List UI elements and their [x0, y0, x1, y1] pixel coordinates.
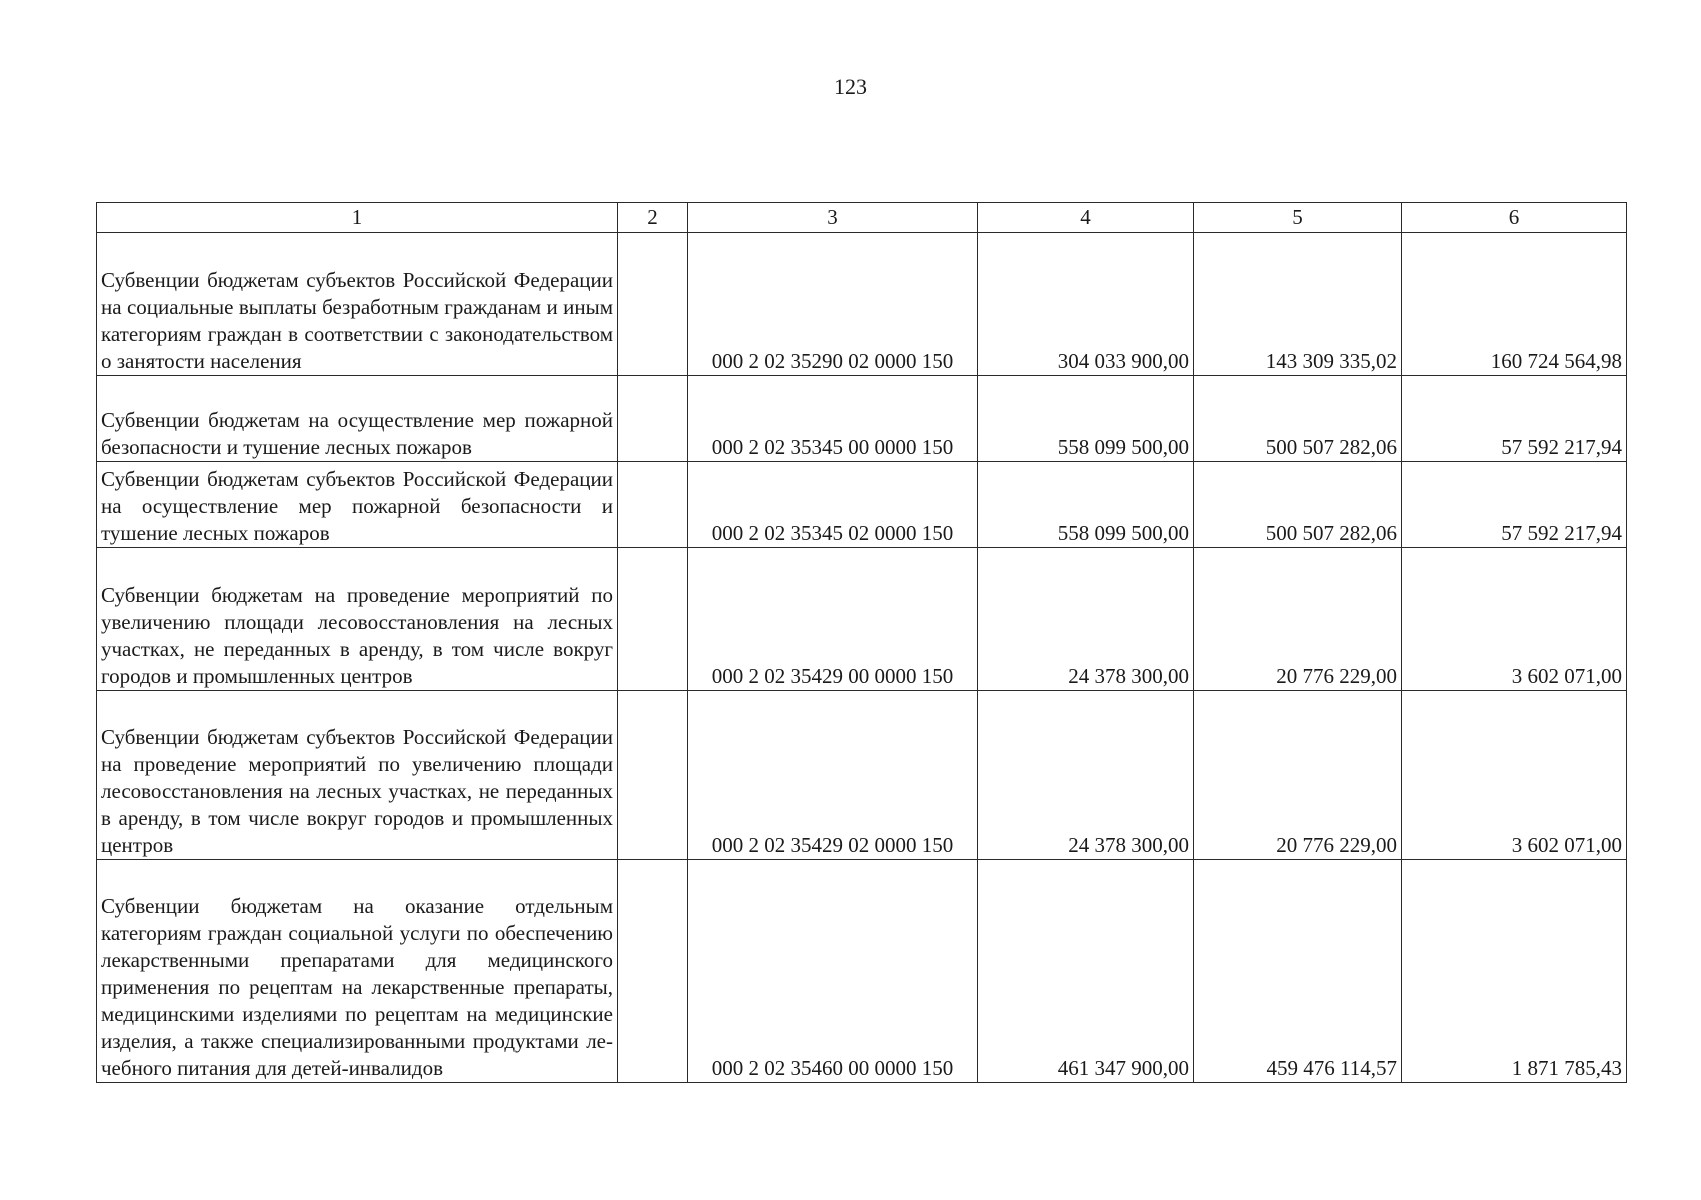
- row-code: 000 2 02 35345 02 0000 150: [688, 462, 978, 548]
- row-col2: [618, 691, 688, 860]
- row-col5: 20 776 229,00: [1194, 548, 1402, 691]
- table-row: [97, 548, 1627, 691]
- row-col6: 3 602 071,00: [1402, 548, 1627, 691]
- row-name: Субвенции бюджетам на осуществление мер пожарной безопасности и тушение лесных пожаров: [97, 376, 618, 462]
- header-col-3: 3: [688, 203, 978, 233]
- header-row: [97, 203, 1627, 233]
- row-col4: 558 099 500,00: [978, 376, 1194, 462]
- row-col5: 20 776 229,00: [1194, 691, 1402, 860]
- row-code: 000 2 02 35429 00 0000 150: [688, 548, 978, 691]
- page-number: 123: [834, 74, 867, 99]
- row-name: Субвенции бюджетам на оказание отдельным категориям граждан социальной услуги по обеспечению лекарственными препаратами для медицинского применения по рецептам на лекарственные препараты, медицинскими изделиями по рецептам на медицинские изделия, а также специализированными продуктами лечебного питания для детей-инвалидов: [97, 860, 618, 1083]
- row-col4: 461 347 900,00: [978, 860, 1194, 1083]
- row-col2: [618, 376, 688, 462]
- row-name: Субвенции бюджетам субъектов Российской Федерации на осуществление мер пожарной безопасности и тушение лесных пожаров: [97, 462, 618, 548]
- header-col-1: 1: [97, 203, 618, 233]
- row-code: 000 2 02 35460 00 0000 150: [688, 860, 978, 1083]
- header-col-5: 5: [1194, 203, 1402, 233]
- row-col4: 304 033 900,00: [978, 233, 1194, 376]
- row-col4: 558 099 500,00: [978, 462, 1194, 548]
- row-name: Субвенции бюджетам субъектов Российской Федерации на проведение мероприятий по увеличению площади лесовосстановления на лесных участках, не переданных в аренду, в том числе вокруг городов и промышленных центров: [97, 691, 618, 860]
- row-col5: 500 507 282,06: [1194, 376, 1402, 462]
- table-row: [97, 860, 1627, 1083]
- header-col-6: 6: [1402, 203, 1627, 233]
- row-col2: [618, 548, 688, 691]
- table-header: [97, 203, 1627, 233]
- header-col-2: 2: [618, 203, 688, 233]
- row-col6: 1 871 785,43: [1402, 860, 1627, 1083]
- row-col2: [618, 860, 688, 1083]
- row-code: 000 2 02 35429 02 0000 150: [688, 691, 978, 860]
- table-row: [97, 462, 1627, 548]
- header-col-4: 4: [978, 203, 1194, 233]
- budget-table: [96, 202, 1627, 1083]
- row-col6: 160 724 564,98: [1402, 233, 1627, 376]
- row-name: Субвенции бюджетам субъектов Российской Федерации на социальные выплаты безработным гражданам и иным категориям граждан в соответствии с законодательством о занятости населения: [97, 233, 618, 376]
- table-row: [97, 691, 1627, 860]
- row-col2: [618, 462, 688, 548]
- row-col5: 500 507 282,06: [1194, 462, 1402, 548]
- row-col6: 57 592 217,94: [1402, 376, 1627, 462]
- table-body: [97, 233, 1627, 1083]
- row-code: 000 2 02 35290 02 0000 150: [688, 233, 978, 376]
- row-name: Субвенции бюджетам на проведение мероприятий по увеличению площади лесовосстановления на лесных участках, не переданных в аренду, в том числе вокруг городов и промышленных центров: [97, 548, 618, 691]
- row-col2: [618, 233, 688, 376]
- row-col6: 3 602 071,00: [1402, 691, 1627, 860]
- row-col6: 57 592 217,94: [1402, 462, 1627, 548]
- row-col4: 24 378 300,00: [978, 548, 1194, 691]
- table-row: [97, 376, 1627, 462]
- table-row: [97, 233, 1627, 376]
- row-code: 000 2 02 35345 00 0000 150: [688, 376, 978, 462]
- row-col5: 143 309 335,02: [1194, 233, 1402, 376]
- row-col5: 459 476 114,57: [1194, 860, 1402, 1083]
- row-col4: 24 378 300,00: [978, 691, 1194, 860]
